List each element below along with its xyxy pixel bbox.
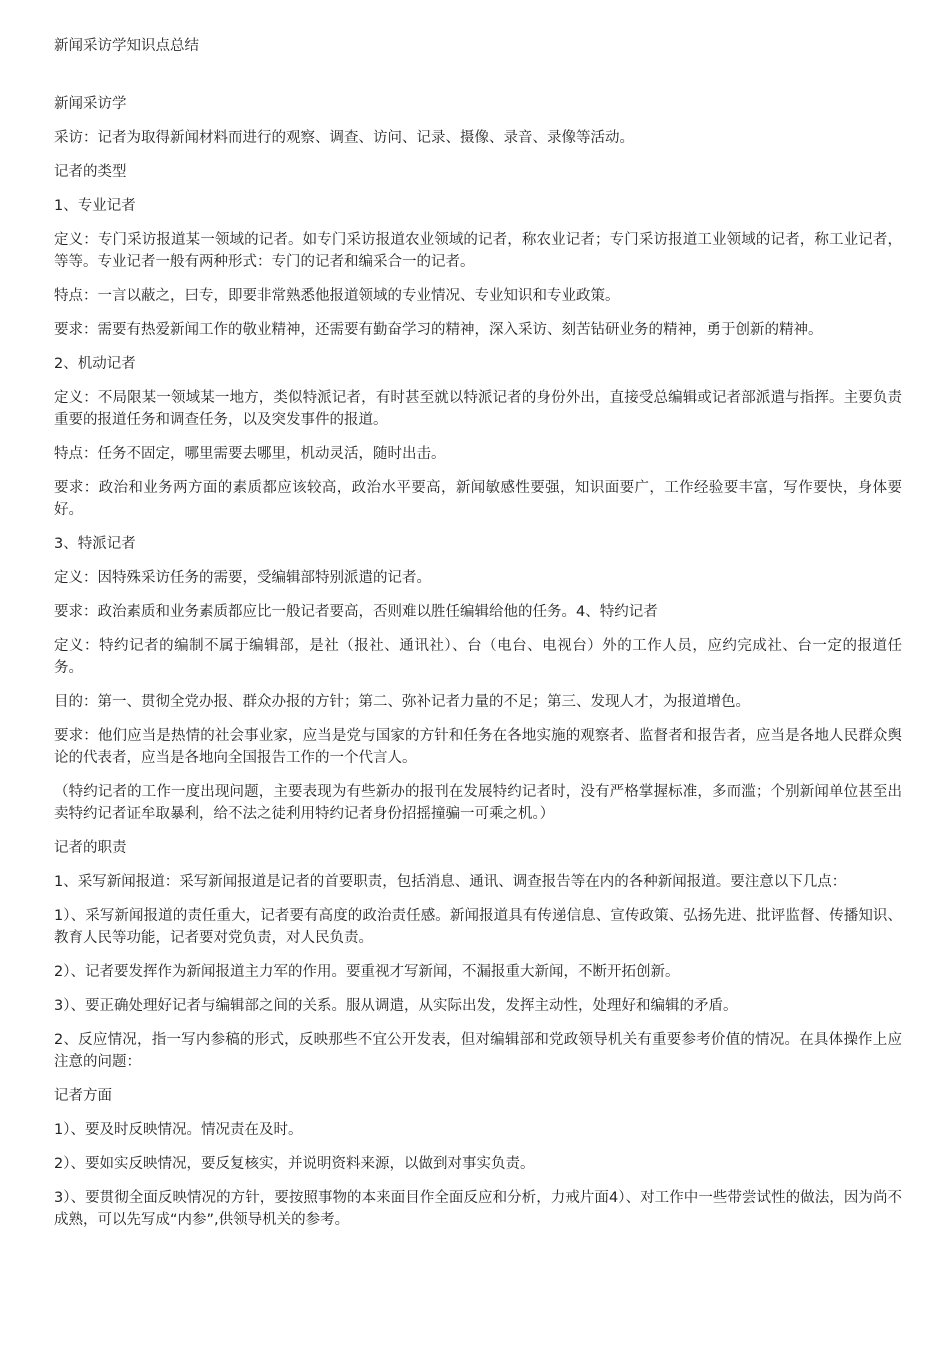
paragraph: 3）、要正确处理好记者与编辑部之间的关系。服从调遣，从实际出发，发挥主动性，处理好和编辑的矛盾。 xyxy=(54,998,738,1014)
paragraph: 要求：需要有热爱新闻工作的敬业精神，还需要有勤奋学习的精神，深入采访、刻苦钻研业务的精神，勇于创新的精神。 xyxy=(54,322,823,338)
subsection-heading: 3、特派记者 xyxy=(54,536,136,552)
paragraph: 1、采写新闻报道：采写新闻报道是记者的首要职责，包括消息、通讯、调查报告等在内的各种新闻报道。要注意以下几点： xyxy=(54,874,847,890)
document-title: 新闻采访学知识点总结 xyxy=(54,38,199,54)
paragraph: 要求：他们应当是热情的社会事业家，应当是党与国家的方针和任务在各地实施的观察者、监督者和报告者，应当是各地人民群众舆论的代表者，应当是各地向全国报告工作的一个代言人。 xyxy=(54,728,902,766)
paragraph: 要求：政治和业务两方面的素质都应该较高，政治水平要高，新闻敏感性要强，知识面要广，工作经验要丰富，写作要快，身体要好。 xyxy=(54,480,902,518)
paragraph: 特点：一言以蔽之，曰专，即要非常熟悉他报道领域的专业情况、专业知识和专业政策。 xyxy=(54,288,620,304)
section-heading: 新闻采访学 xyxy=(54,96,127,112)
subsection-heading: 1、专业记者 xyxy=(54,198,136,214)
subsection-heading: 2、机动记者 xyxy=(54,356,136,372)
paragraph: 2）、要如实反映情况，要反复核实，并说明资料来源，以做到对事实负责。 xyxy=(54,1156,535,1172)
section-heading: 记者的职责 xyxy=(54,840,127,856)
paragraph: 1）、要及时反映情况。情况责在及时。 xyxy=(54,1122,303,1138)
section-heading: 记者的类型 xyxy=(54,164,127,180)
paragraph: 1）、采写新闻报道的责任重大，记者要有高度的政治责任感。新闻报道具有传递信息、宣传政策、弘扬先进、批评监督、传播知识、教育人民等功能，记者要对党负责，对人民负责。 xyxy=(54,908,902,946)
section-heading: 记者方面 xyxy=(54,1088,112,1104)
paragraph: 要求：政治素质和业务素质都应比一般记者要高，否则难以胜任编辑给他的任务。4、特约记者 xyxy=(54,604,658,620)
paragraph: （特约记者的工作一度出现问题，主要表现为有些新办的报刊在发展特约记者时，没有严格掌握标准，多而滥；个别新闻单位甚至出卖特约记者证牟取暴利，给不法之徒利用特约记者身份招摇撞骗一可乘之机。） xyxy=(54,784,902,822)
paragraph: 定义：特约记者的编制不属于编辑部，是社（报社、通讯社）、台（电台、电视台）外的工作人员，应约完成社、台一定的报道任务。 xyxy=(54,638,902,676)
paragraph: 特点：任务不固定，哪里需要去哪里，机动灵活，随时出击。 xyxy=(54,446,446,462)
paragraph: 定义：专门采访报道某一领域的记者。如专门采访报道农业领域的记者，称农业记者；专门采访报道工业领域的记者，称工业记者，等等。专业记者一般有两种形式：专门的记者和编采合一的记者。 xyxy=(54,232,902,270)
paragraph: 2）、记者要发挥作为新闻报道主力军的作用。要重视才写新闻，不漏报重大新闻，不断开拓创新。 xyxy=(54,964,680,980)
paragraph: 3）、要贯彻全面反映情况的方针，要按照事物的本来面目作全面反应和分析，力戒片面4）、对工作中一些带尝试性的做法，因为尚不成熟，可以先写成“内参”,供领导机关的参考。 xyxy=(54,1190,902,1228)
paragraph: 定义：因特殊采访任务的需要，受编辑部特别派遣的记者。 xyxy=(54,570,431,586)
paragraph: 目的：第一、贯彻全党办报、群众办报的方针；第二、弥补记者力量的不足；第三、发现人才，为报道增色。 xyxy=(54,694,750,710)
paragraph: 采访：记者为取得新闻材料而进行的观察、调查、访问、记录、摄像、录音、录像等活动。 xyxy=(54,130,634,146)
paragraph: 2、反应情况，指一写内参稿的形式，反映那些不宜公开发表，但对编辑部和党政领导机关有重要参考价值的情况。在具体操作上应注意的问题： xyxy=(54,1032,902,1070)
paragraph: 定义：不局限某一领域某一地方，类似特派记者，有时甚至就以特派记者的身份外出，直接受总编辑或记者部派遣与指挥。主要负责重要的报道任务和调查任务，以及突发事件的报道。 xyxy=(54,390,902,428)
document-body xyxy=(54,93,902,1243)
